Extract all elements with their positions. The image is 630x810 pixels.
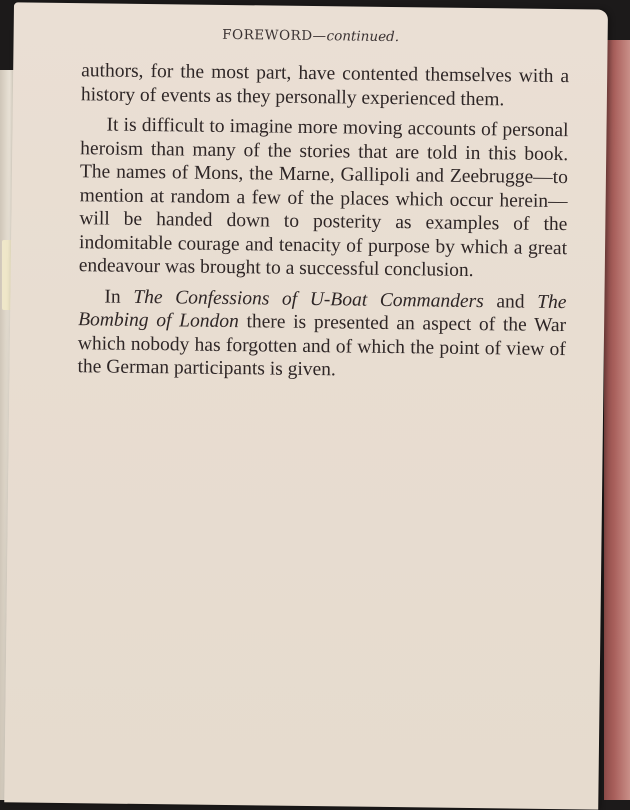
paragraph-3-prefix: In — [104, 285, 134, 308]
book-title-u-boat: The Confessions of U-Boat Commanders — [133, 286, 484, 312]
paragraph-3-middle: and — [483, 290, 538, 313]
paragraph-2: It is difficult to imagine more moving accounts of personal heroism than many of the stories that are told in this book. The names of Mons, the Marne, Gallipoli and Zeebrugge—to mention at random a few of the places which occur herein—will be handed down to posterity as examples of the indomitable courage and tenacity of purpose by which a great endeavour was brought to a successful conclusion. — [78, 114, 569, 282]
book-page — [4, 2, 608, 809]
facing-page-edge — [604, 40, 630, 800]
body-text — [77, 59, 569, 391]
running-header — [14, 24, 608, 47]
paragraph-3 — [77, 285, 566, 385]
book-title-bombing: The Bombing of London — [78, 291, 567, 333]
paragraph-1: authors, for the most part, have contented themselves with a history of events as they personally experienced them. — [80, 60, 570, 110]
paragraph-3-suffix: there is presented an aspect of the War which nobody has forgotten and of which the point of view of the German participants is given. — [77, 311, 567, 381]
header-title: FOREWORD— — [222, 26, 327, 45]
header-continued: continued. — [326, 28, 400, 46]
